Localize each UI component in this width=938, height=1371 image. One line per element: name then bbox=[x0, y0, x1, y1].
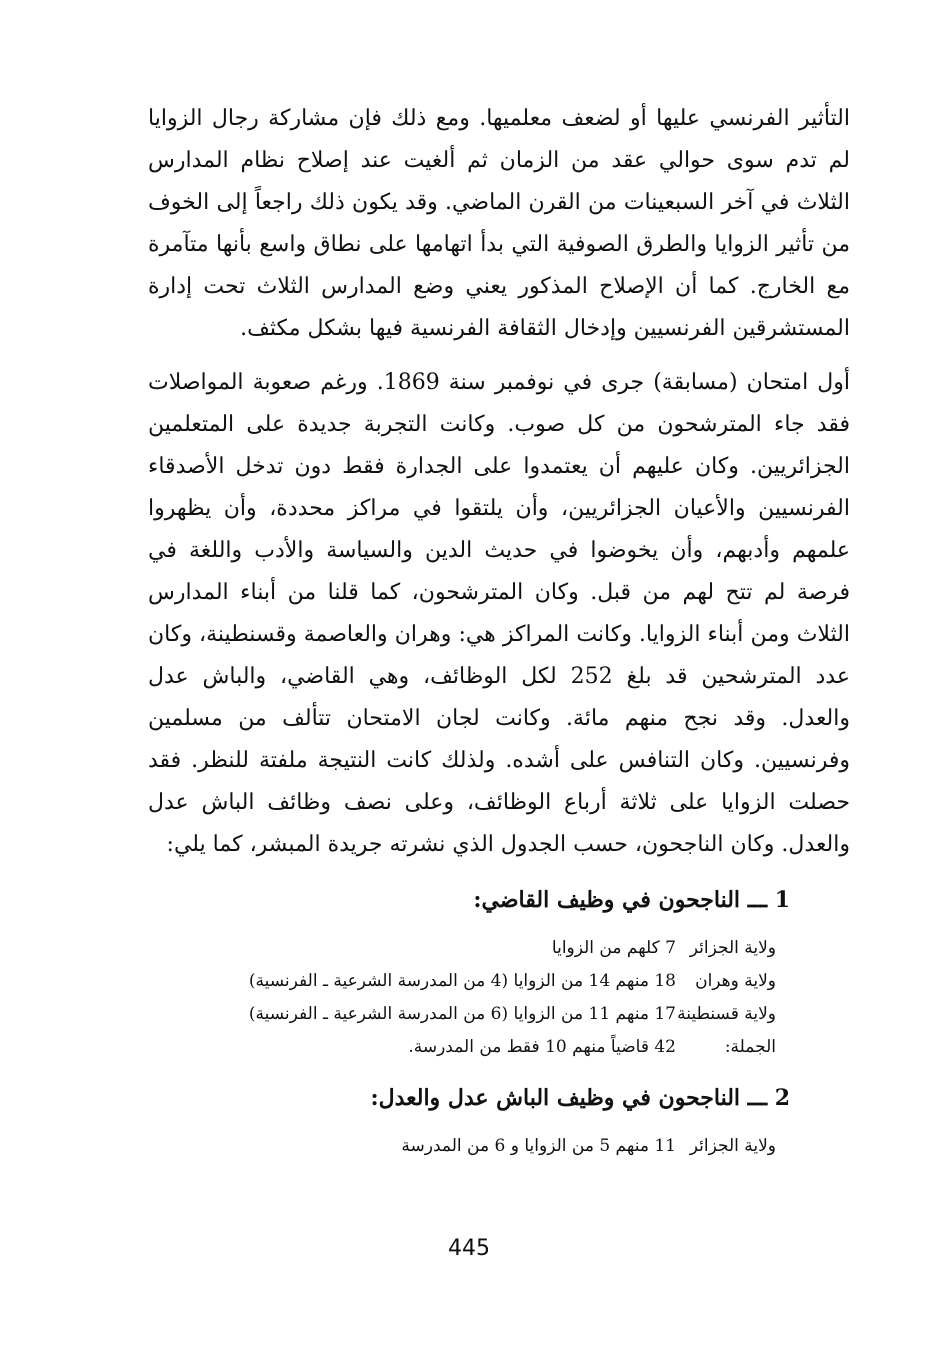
table-row bbox=[148, 998, 776, 1031]
row-value: 11 منهم 5 من الزوايا و 6 من المدرسة bbox=[401, 1136, 676, 1156]
row-label: ولاية الجزائر bbox=[689, 938, 776, 958]
table-row bbox=[148, 1031, 776, 1064]
table-row bbox=[148, 1130, 776, 1163]
row-label: ولاية الجزائر bbox=[689, 1136, 776, 1156]
section-2-heading: 2 ـــ الناجحون في وظيف الباش عدل والعدل: bbox=[370, 1085, 790, 1111]
row-value: 7 كلهم من الزوايا bbox=[551, 938, 676, 958]
row-label: ولاية وهران bbox=[695, 971, 776, 991]
paragraph-2: أول امتحان (مسابقة) جرى في نوفمبر سنة 1869. ورغم صعوبة المواصلات فقد جاء المترشحون من كل صوب. وكانت التجربة جديدة على المتعلمين الجزائريين. وكان عليهم أن يعتمدوا على الجدارة فقط دون تدخل الأصدقاء الفرنسيين والأعيان الجزائريين، وأن يلتقوا في مراكز محددة، وأن يظهروا علمهم وأدبهم، وأن يخوضوا في حديث الدين والسياسة والأدب واللغة في فرصة لم تتح لهم من قبل. وكان المترشحون، كما قلنا من أبناء المدارس الثلاث ومن أبناء الزوايا. وكانت المراكز هي: وهران والعاصمة وقسنطينة، وكان عدد المترشحين قد بلغ 252 لكل الوظائف، وهي القاضي، والباش عدل والعدل. وقد نجح منهم مائة. وكانت لجان الامتحان تتألف من مسلمين وفرنسيين. وكان التنافس على أشده. ولذلك كانت النتيجة ملفتة للنظر. فقد حصلت الزوايا على ثلاثة أرباع الوظائف، وعلى نصف وظائف الباش عدل والعدل. وكان الناجحون، حسب الجدول الذي نشرته جريدة المبشر، كما يلي: bbox=[148, 370, 851, 857]
paragraph-1: التأثير الفرنسي عليها أو لضعف معلميها. ومع ذلك فإن مشاركة رجال الزوايا لم تدم سوى حوالي عقد من الزمان ثم ألغيت عند إصلاح نظام المدارس الثلاث في آخر السبعينات من القرن الماضي. وقد يكون ذلك راجعاً إلى الخوف من تأثير الزوايا والطرق الصوفية التي بدأ اتهامها على نطاق واسع بأنها متآمرة مع الخارج. كما أن الإصلاح المذكور يعني وضع المدارس الثلاث تحت إدارة المستشرقين الفرنسيين وإدخال الثقافة الفرنسية فيها بشكل مكثف. bbox=[148, 106, 850, 341]
row-value: 17 منهم 11 من الزوايا (6 من المدرسة الشرعية ـ الفرنسية) bbox=[248, 1004, 676, 1024]
section-2-table bbox=[148, 1130, 776, 1163]
page-body bbox=[148, 98, 850, 1163]
row-value: 42 قاضياً منهم 10 فقط من المدرسة. bbox=[408, 1037, 676, 1057]
page-number: 445 bbox=[448, 1236, 490, 1261]
row-label: الجملة: bbox=[724, 1037, 776, 1057]
row-value: 18 منهم 14 من الزوايا (4 من المدرسة الشرعية ـ الفرنسية) bbox=[248, 971, 676, 991]
section-1-heading: 1 ـــ الناجحون في وظيف القاضي: bbox=[473, 887, 790, 913]
table-row bbox=[148, 932, 776, 965]
section-1-table bbox=[148, 932, 776, 1064]
table-row bbox=[148, 965, 776, 998]
row-label: ولاية قسنطينة bbox=[677, 1004, 776, 1024]
